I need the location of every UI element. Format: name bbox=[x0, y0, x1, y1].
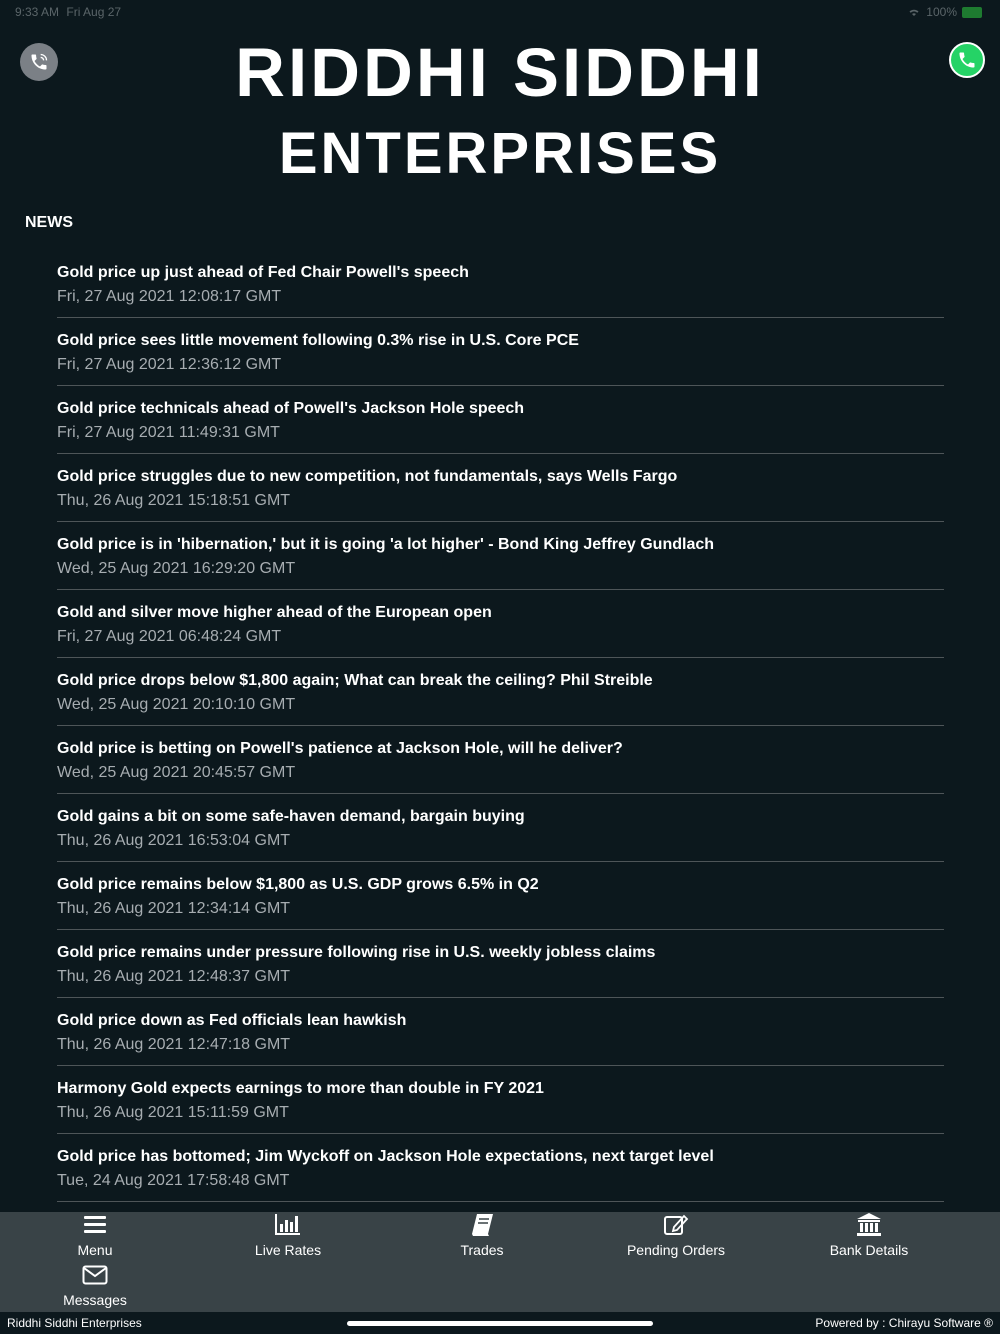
news-item[interactable] bbox=[57, 794, 944, 862]
tab-trades[interactable] bbox=[412, 1212, 552, 1258]
news-item[interactable] bbox=[57, 386, 944, 454]
news-headline: Gold price is betting on Powell's patience at Jackson Hole, will he deliver? bbox=[57, 740, 623, 757]
edit-icon bbox=[662, 1212, 690, 1238]
brand-title-line2: ENTERPRISES bbox=[278, 121, 722, 186]
news-date: Thu, 26 Aug 2021 15:18:51 GMT bbox=[57, 492, 291, 509]
news-headline: Gold price sees little movement following 0.3% rise in U.S. Core PCE bbox=[57, 332, 579, 349]
tab-bank-details[interactable] bbox=[799, 1212, 939, 1258]
tab-pending-orders-label: Pending Orders bbox=[626, 1242, 726, 1258]
status-date: Fri Aug 27 bbox=[66, 5, 122, 19]
tab-messages[interactable] bbox=[25, 1262, 165, 1308]
news-list[interactable] bbox=[57, 250, 944, 1212]
news-headline: Gold price up just ahead of Fed Chair Powell's speech bbox=[57, 264, 469, 281]
news-date: Fri, 27 Aug 2021 12:36:12 GMT bbox=[57, 356, 282, 373]
news-date: Tue, 24 Aug 2021 17:58:48 GMT bbox=[57, 1172, 290, 1189]
news-item[interactable] bbox=[57, 522, 944, 590]
news-date: Thu, 26 Aug 2021 16:53:04 GMT bbox=[57, 832, 291, 849]
news-headline: Gold price remains below $1,800 as U.S. GDP grows 6.5% in Q2 bbox=[57, 876, 539, 893]
news-section-title: NEWS bbox=[25, 214, 73, 231]
news-item[interactable] bbox=[57, 998, 944, 1066]
tab-live-rates-label: Live Rates bbox=[254, 1242, 322, 1258]
news-item[interactable] bbox=[57, 930, 944, 998]
news-item[interactable] bbox=[57, 726, 944, 794]
news-date: Fri, 27 Aug 2021 12:08:17 GMT bbox=[57, 288, 282, 305]
news-date: Thu, 26 Aug 2021 12:47:18 GMT bbox=[57, 1036, 291, 1053]
news-headline: Harmony Gold expects earnings to more than double in FY 2021 bbox=[57, 1080, 544, 1097]
status-time bbox=[15, 5, 121, 19]
news-date: Thu, 26 Aug 2021 12:48:37 GMT bbox=[57, 968, 291, 985]
hamburger-menu-icon bbox=[83, 1212, 107, 1238]
battery-percent: 100% bbox=[926, 5, 957, 19]
news-date: Fri, 27 Aug 2021 06:48:24 GMT bbox=[57, 628, 282, 645]
news-item[interactable] bbox=[57, 318, 944, 386]
tab-messages-label: Messages bbox=[63, 1292, 127, 1308]
bottom-tab-bar bbox=[0, 1212, 1000, 1312]
news-date: Wed, 25 Aug 2021 20:45:57 GMT bbox=[57, 764, 296, 781]
news-headline: Gold price struggles due to new competition, not fundamentals, says Wells Fargo bbox=[57, 468, 678, 485]
tab-pending-orders[interactable] bbox=[606, 1212, 746, 1258]
news-headline: Gold price down as Fed officials lean hawkish bbox=[57, 1012, 407, 1029]
bar-chart-icon bbox=[274, 1212, 302, 1238]
tab-bank-details-label: Bank Details bbox=[829, 1242, 909, 1258]
news-item[interactable] bbox=[57, 1134, 944, 1202]
status-right bbox=[907, 5, 982, 19]
status-bar bbox=[0, 0, 1000, 24]
footer-company: Riddhi Siddhi Enterprises bbox=[7, 1316, 142, 1330]
news-headline: Gold and silver move higher ahead of the European open bbox=[57, 604, 492, 621]
bank-icon bbox=[855, 1212, 883, 1238]
news-headline: Gold gains a bit on some safe-haven demand, bargain buying bbox=[57, 808, 525, 825]
news-headline: Gold price is in 'hibernation,' but it is going 'a lot higher' - Bond King Jeffrey Gundlach bbox=[57, 536, 715, 553]
news-item[interactable] bbox=[57, 658, 944, 726]
tab-live-rates[interactable] bbox=[218, 1212, 358, 1258]
news-item[interactable] bbox=[57, 454, 944, 522]
battery-icon bbox=[962, 7, 982, 18]
wifi-icon bbox=[907, 7, 921, 17]
news-headline: Gold price remains under pressure following rise in U.S. weekly jobless claims bbox=[57, 944, 656, 961]
news-date: Wed, 25 Aug 2021 20:10:10 GMT bbox=[57, 696, 296, 713]
home-indicator[interactable] bbox=[347, 1321, 653, 1326]
brand-title-line1: RIDDHI SIDDHI bbox=[235, 34, 765, 111]
news-date: Wed, 25 Aug 2021 16:29:20 GMT bbox=[57, 560, 296, 577]
news-item[interactable] bbox=[57, 862, 944, 930]
news-headline: Gold price has bottomed; Jim Wyckoff on Jackson Hole expectations, next target level bbox=[57, 1148, 714, 1165]
news-item[interactable] bbox=[57, 250, 944, 318]
news-item[interactable] bbox=[57, 1066, 944, 1134]
tab-trades-label: Trades bbox=[460, 1242, 504, 1258]
envelope-icon bbox=[82, 1262, 108, 1288]
news-date: Thu, 26 Aug 2021 15:11:59 GMT bbox=[57, 1104, 289, 1121]
news-headline: Gold price technicals ahead of Powell's Jackson Hole speech bbox=[57, 400, 525, 417]
status-clock: 9:33 AM bbox=[15, 5, 60, 19]
news-date: Fri, 27 Aug 2021 11:49:31 GMT bbox=[57, 424, 280, 441]
tab-menu[interactable] bbox=[25, 1212, 165, 1258]
news-headline: Gold price drops below $1,800 again; What can break the ceiling? Phil Streible bbox=[57, 672, 653, 689]
footer-powered-by: Powered by : Chirayu Software ® bbox=[815, 1316, 993, 1330]
book-icon bbox=[469, 1212, 495, 1238]
news-item[interactable] bbox=[57, 590, 944, 658]
news-date: Thu, 26 Aug 2021 12:34:14 GMT bbox=[57, 900, 291, 917]
tab-menu-label: Menu bbox=[77, 1242, 113, 1258]
